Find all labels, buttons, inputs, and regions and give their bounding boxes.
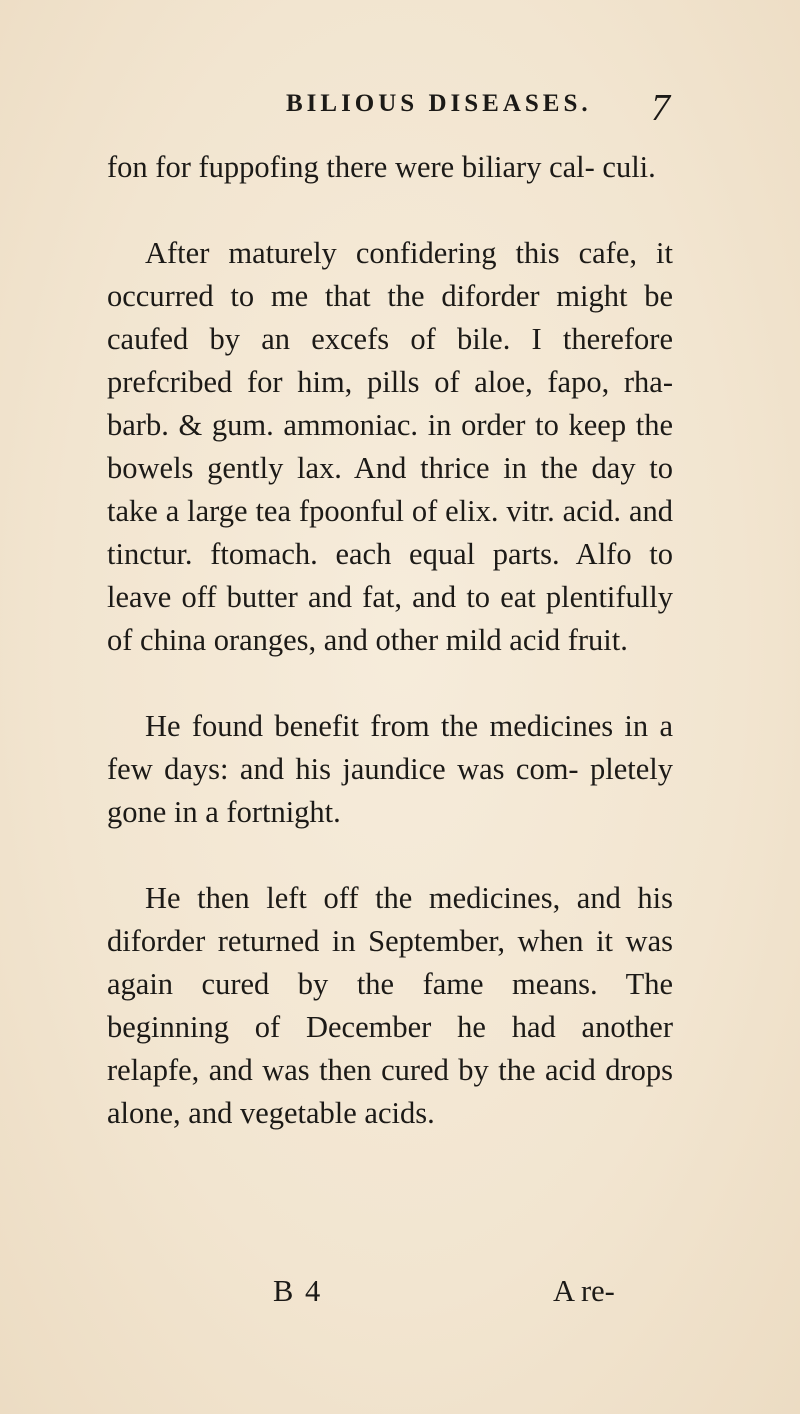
paragraph-relapse: He then left off the medicines, and his diforder returned in September, when it was again cured by the fame means. The beginning of December he had another relapfe, and was then cured by the acid drops alone, and vegetable acids. [107, 881, 673, 1130]
page-footer [0, 1274, 800, 1314]
page-number: 7 [651, 87, 670, 129]
catchword: A re- [553, 1274, 615, 1308]
body-text [107, 146, 673, 1135]
running-title: BILIOUS DISEASES. [286, 90, 592, 117]
running-head [0, 87, 800, 130]
paragraph-diagnosis: After maturely confidering this cafe, it occurred to me that the diforder might be caufed by an excefs of bile. I therefore prefcribed for him, pills of aloe, fapo, rha- barb. & gum. ammoniac. in order to keep the bowels gently lax. And thrice in the day to take a large tea fpoonful of elix. vitr. acid. and tinctur. ftomach. each equal parts. Alfo to leave off butter and fat, and to eat plentifully of china oranges, and other mild acid fruit. [107, 236, 673, 657]
paragraph-continued: fon for fuppofing there were biliary cal- culi. [107, 150, 656, 184]
signature-mark: B 4 [273, 1274, 323, 1308]
paragraph-benefit: He found benefit from the medicines in a few days: and his jaundice was com- pletely gone in a fortnight. [107, 709, 673, 829]
